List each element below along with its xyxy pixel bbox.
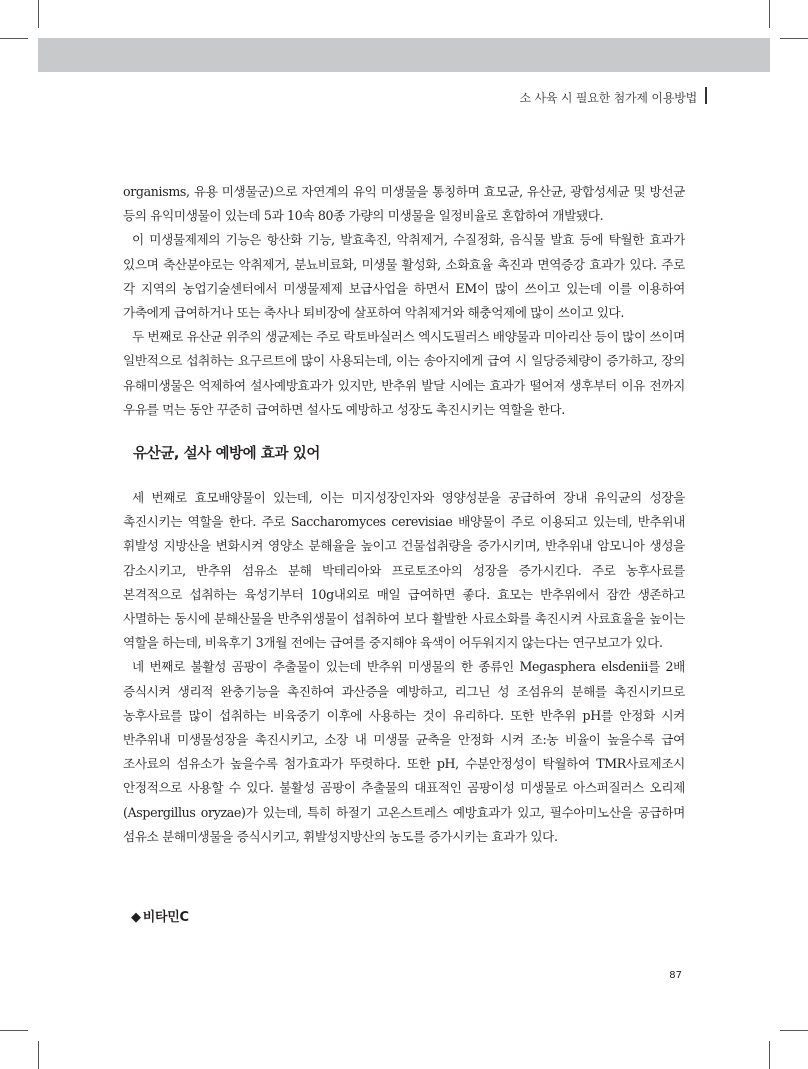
section-heading: 유산균, 설사 예방에 효과 있어	[133, 446, 320, 463]
page-content	[123, 180, 685, 849]
top-gray-band	[38, 38, 770, 72]
crop-mark-top-right	[769, 0, 770, 28]
paragraph-em-intro: organisms, 유용 미생물군)으로 자연계의 유익 미생물을 통칭하며 효모균, 유산균, 광합성세균 및 방선균 등의 유익미생물이 있는데 5과 10속 80종 가량의 미생물을 일정비율로 혼합하여 개발됐다.	[123, 184, 685, 224]
sub-heading-label: 비타민C	[142, 910, 189, 925]
page-number: 87	[669, 970, 682, 981]
running-header-bar	[705, 87, 707, 104]
crop-mark-bottom-right-h	[780, 1030, 808, 1031]
crop-mark-top-left	[38, 0, 39, 28]
paragraph-fungal-extract: 네 번째로 불활성 곰팡이 추출물이 있는데 반추위 미생물의 한 종류인 Megasphera elsdenii를 2배 증식시켜 생리적 완충기능을 촉진하여 과산증을 예방하고, 리그닌 성 조섬유의 분해를 촉진시키므로 농후사료를 많이 섭취하는 비육중기 이후에 사용하는 것이 유리하다. 또한 반추위 pH를 안정화 시켜 반추위내 미생물성장을 촉진시키고, 소장 내 미생물 균축을 안정화 시켜 조:농 비율이 높을수록 급여 조사료의 섬유소가 높을수록 첨가효과가 뚜렷하다. 또한 pH, 수분안정성이 탁월하여 TMR사료제조시 안정적으로 사용할 수 있다. 불활성 곰팡이 추출물의 대표적인 곰팡이성 미생물로 아스퍼질러스 오리제(Aspergillus oryzae)가 있는데, 특히 하절기 고온스트레스 예방효과가 있고, 필수아미노산을 공급하며 섬유소 분해미생물을 증식시키고, 휘발성지방산의 농도를 증가시키는 효과가 있다.	[123, 659, 685, 844]
paragraph-yeast-culture: 세 번째로 효모배양물이 있는데, 이는 미지성장인자와 영양성분을 공급하여 장내 유익균의 성장을 촉진시키는 역할을 한다. 주로 Saccharomyces cerevisiae 배양물이 주로 이용되고 있는데, 반추위내 휘발성 지방산을 변화시켜 영양소 분해율을 높이고 건물섭취량을 증가시키며, 반추위내 암모니아 생성을 감소시키고, 반추위 섬유소 분해 박테리아와 프로토조아의 성장을 증가시킨다. 주로 농후사료를 본격적으로 섭취하는 육성기부터 10g내외로 매일 급여하면 좋다. 효모는 반추위에서 잠깐 생존하고 사멸하는 동시에 분해산물을 반추위생물이 섭취하여 보다 활발한 사료소화를 촉진시켜 사료효율을 높이는 역할을 하는데, 비육후기 3개월 전에는 급여를 중지해야 육색이 어두워지지 않는다는 연구보고가 있다.	[123, 490, 685, 651]
crop-mark-bottom-left-h	[0, 1030, 28, 1031]
paragraph-em-function: 이 미생물제제의 기능은 항산화 기능, 발효촉진, 악취제거, 수질정화, 음식물 발효 등에 탁월한 효과가 있으며 축산분야로는 악취제거, 분뇨비료화, 미생물 활성화, 소화효율 촉진과 면역증강 효과가 있다. 주로 각 지역의 농업기술센터에서 미생물제제 보급사업을 하면서 EM이 많이 쓰이고 있는데 이를 이용하여 가축에게 급여하거나 또는 축사나 퇴비장에 살포하여 악취제거와 해충억제에 많이 쓰이고 있다.	[123, 232, 685, 321]
crop-mark-bottom-left	[38, 1041, 39, 1069]
running-header: 소 사육 시 필요한 첨가제 이용방법	[519, 91, 697, 105]
diamond-bullet-icon: ◆	[131, 910, 141, 925]
crop-mark-top-right-h	[780, 38, 808, 39]
crop-mark-bottom-right	[769, 1041, 770, 1069]
sub-heading-vitamin-c	[131, 906, 189, 925]
crop-mark-top-left-h	[0, 38, 28, 39]
paragraph-lactobacillus: 두 번째로 유산균 위주의 생균제는 주로 락토바실러스 엑시도필러스 배양물과 미아리산 등이 많이 쓰이며 일반적으로 섭취하는 요구르트에 많이 사용되는데, 이는 송아지에게 급여 시 일당증체량이 증가하고, 장의 유해미생물은 억제하여 설사예방효과가 있지만, 반추위 발달 시에는 효과가 떨어져 생후부터 이유 전까지 우유를 먹는 동안 꾸준히 급여하면 설사도 예방하고 성장도 촉진시키는 역할을 한다.	[123, 329, 685, 417]
